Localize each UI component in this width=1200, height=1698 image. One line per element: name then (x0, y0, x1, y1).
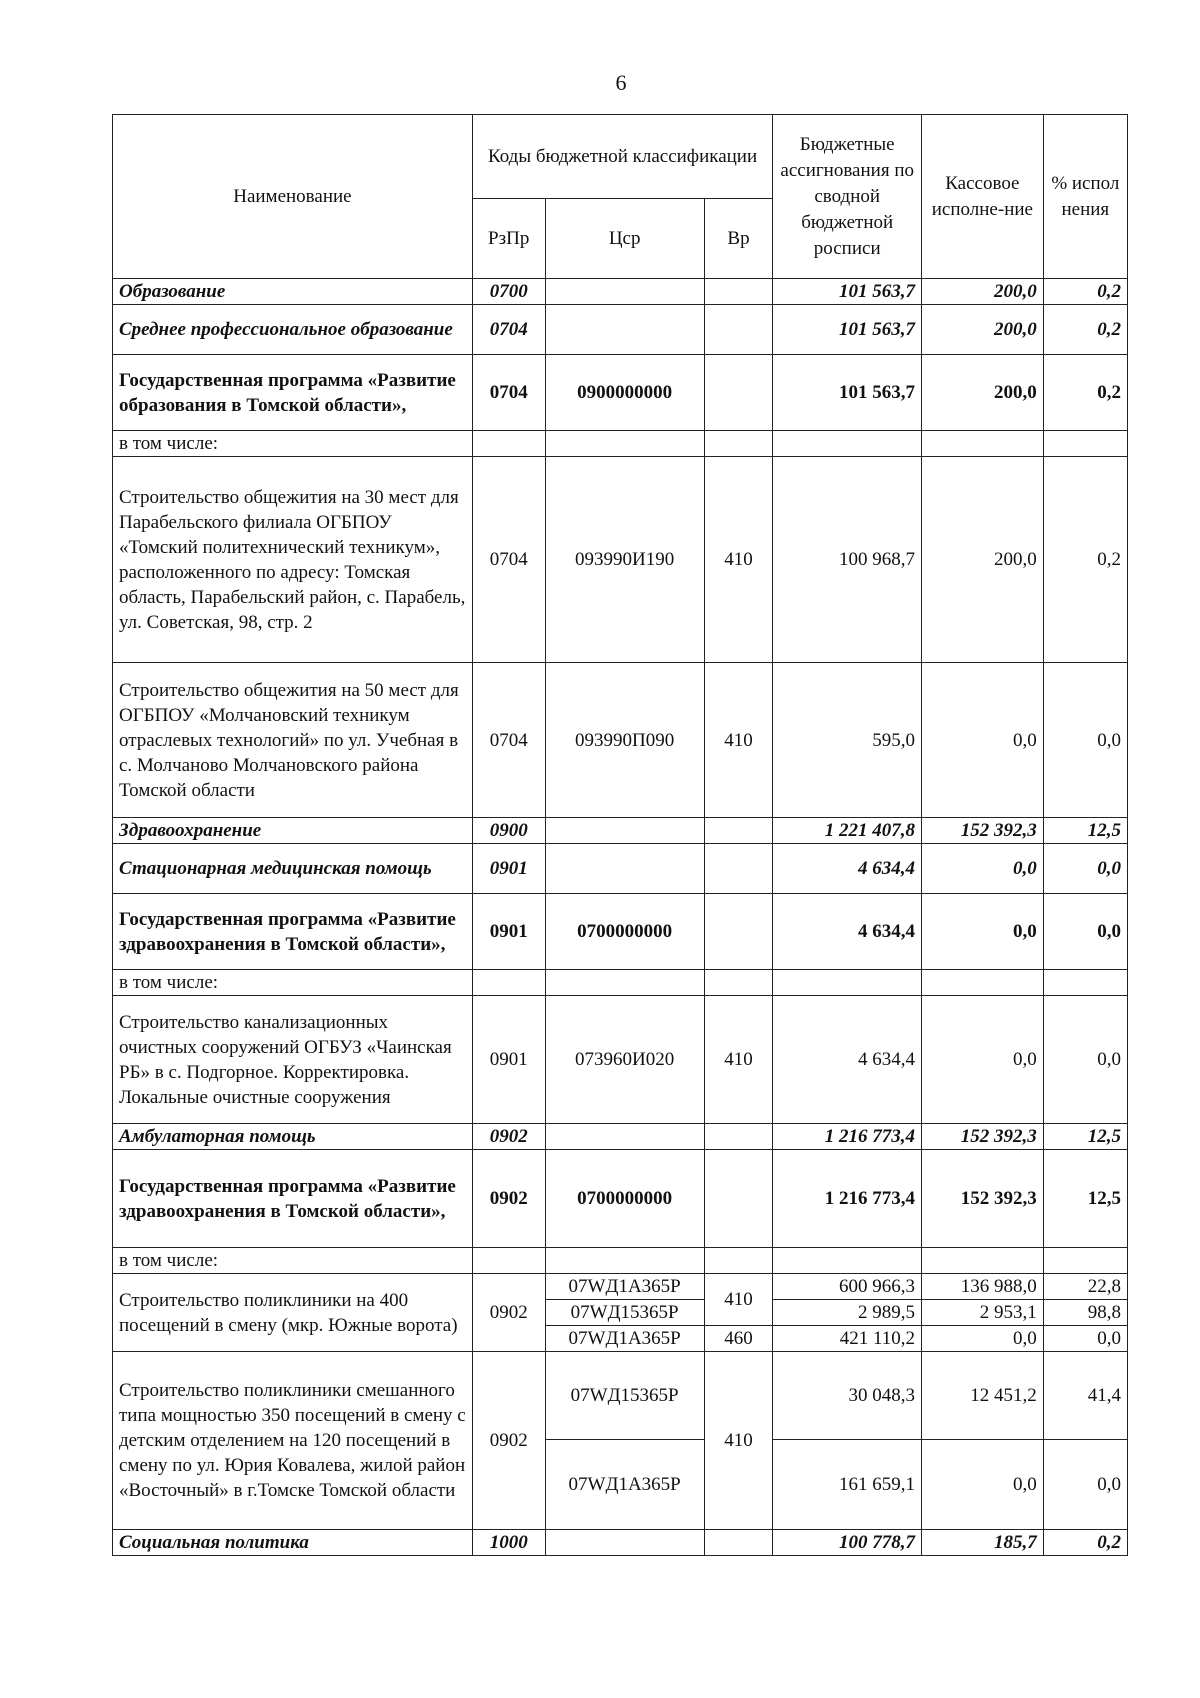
header-name: Наименование (113, 115, 473, 279)
row-csr (545, 305, 704, 355)
row-cash: 200,0 (922, 279, 1044, 305)
row-vr (704, 355, 773, 431)
row-pct: 12,5 (1043, 1124, 1127, 1150)
row-assign: 101 563,7 (773, 355, 922, 431)
row-assign: 101 563,7 (773, 305, 922, 355)
row-rzpr: 0901 (472, 996, 545, 1124)
row-pct: 0,2 (1043, 305, 1127, 355)
row-rzpr: 0901 (472, 844, 545, 894)
table-row (113, 279, 1128, 305)
row-name: Строительство поликлиники смешанного типа мощностью 350 посещений в смену с детским отделением на 120 посещений в смену по ул. Юрия Ковалева, жилой район «Восточный» в г.Томске Томской области (113, 1352, 473, 1530)
row-name: Среднее профессиональное образование (113, 305, 473, 355)
row-csr (545, 279, 704, 305)
row-rzpr: 0704 (472, 663, 545, 818)
table-row (113, 818, 1128, 844)
row-name: Строительство канализационных очистных сооружений ОГБУЗ «Чаинская РБ» в с. Подгорное. Корректировка. Локальные очистные сооружения (113, 996, 473, 1124)
row-assign: 161 659,1 (773, 1440, 922, 1530)
header-rzpr: РзПр (472, 199, 545, 279)
row-pct: 0,2 (1043, 279, 1127, 305)
row-cash: 0,0 (922, 1440, 1044, 1530)
row-rzpr: 0700 (472, 279, 545, 305)
row-csr (545, 1530, 704, 1556)
row-vr (704, 1150, 773, 1248)
row-csr: 07WД15365P (545, 1352, 704, 1440)
row-vr (704, 1530, 773, 1556)
row-assign: 600 966,3 (773, 1274, 922, 1300)
row-rzpr: 0902 (472, 1150, 545, 1248)
row-csr (545, 1124, 704, 1150)
row-name: Социальная политика (113, 1530, 473, 1556)
row-cash: 152 392,3 (922, 1150, 1044, 1248)
table-row (113, 305, 1128, 355)
row-vr: 410 (704, 996, 773, 1124)
row-name: в том числе: (113, 431, 473, 457)
header-assign: Бюджетные ассигнования по сводной бюджетной росписи (773, 115, 922, 279)
row-name: Здравоохранение (113, 818, 473, 844)
row-vr: 460 (704, 1326, 773, 1352)
row-name: в том числе: (113, 970, 473, 996)
row-vr (704, 305, 773, 355)
table-row (113, 970, 1128, 996)
row-rzpr: 0704 (472, 305, 545, 355)
row-assign: 1 216 773,4 (773, 1124, 922, 1150)
row-cash: 200,0 (922, 355, 1044, 431)
row-csr: 07WД1А365P (545, 1326, 704, 1352)
table-row (113, 457, 1128, 663)
row-csr: 07WД1А365P (545, 1274, 704, 1300)
table-row (113, 996, 1128, 1124)
row-name: в том числе: (113, 1248, 473, 1274)
row-pct: 0,2 (1043, 457, 1127, 663)
header-codes-group: Коды бюджетной классификации (472, 115, 773, 199)
row-rzpr: 1000 (472, 1530, 545, 1556)
table-row (113, 1274, 1128, 1300)
row-vr: 410 (704, 1274, 773, 1326)
row-cash: 0,0 (922, 996, 1044, 1124)
row-vr: 410 (704, 663, 773, 818)
row-cash: 0,0 (922, 844, 1044, 894)
row-assign: 2 989,5 (773, 1300, 922, 1326)
row-assign: 101 563,7 (773, 279, 922, 305)
row-csr (545, 818, 704, 844)
row-name: Амбулаторная помощь (113, 1124, 473, 1150)
table-row (113, 894, 1128, 970)
row-pct: 41,4 (1043, 1352, 1127, 1440)
row-rzpr: 0902 (472, 1274, 545, 1352)
row-cash: 152 392,3 (922, 818, 1044, 844)
row-name: Образование (113, 279, 473, 305)
row-csr: 0900000000 (545, 355, 704, 431)
row-cash: 136 988,0 (922, 1274, 1044, 1300)
row-pct: 0,2 (1043, 1530, 1127, 1556)
row-pct: 0,0 (1043, 996, 1127, 1124)
row-vr: 410 (704, 457, 773, 663)
row-name: Строительство поликлиники на 400 посещений в смену (мкр. Южные ворота) (113, 1274, 473, 1352)
row-csr: 0700000000 (545, 1150, 704, 1248)
header-pct: % испол нения (1043, 115, 1127, 279)
row-pct: 0,0 (1043, 1326, 1127, 1352)
row-assign: 1 221 407,8 (773, 818, 922, 844)
row-rzpr: 0704 (472, 457, 545, 663)
row-pct: 0,0 (1043, 1440, 1127, 1530)
row-cash: 200,0 (922, 457, 1044, 663)
row-assign: 4 634,4 (773, 894, 922, 970)
row-csr: 093990П090 (545, 663, 704, 818)
row-rzpr: 0902 (472, 1352, 545, 1530)
row-csr: 07WД15365P (545, 1300, 704, 1326)
row-pct: 22,8 (1043, 1274, 1127, 1300)
table-row (113, 1530, 1128, 1556)
row-assign: 595,0 (773, 663, 922, 818)
row-name: Стационарная медицинская помощь (113, 844, 473, 894)
row-pct: 98,8 (1043, 1300, 1127, 1326)
table-row (113, 663, 1128, 818)
row-cash: 0,0 (922, 1326, 1044, 1352)
budget-table (112, 114, 1128, 1556)
row-pct: 0,0 (1043, 663, 1127, 818)
row-cash: 0,0 (922, 663, 1044, 818)
row-cash: 185,7 (922, 1530, 1044, 1556)
row-vr (704, 818, 773, 844)
row-pct: 12,5 (1043, 1150, 1127, 1248)
row-cash: 12 451,2 (922, 1352, 1044, 1440)
row-pct: 0,0 (1043, 894, 1127, 970)
row-rzpr: 0900 (472, 818, 545, 844)
header-csr: Цср (545, 199, 704, 279)
table-row (113, 1248, 1128, 1274)
row-vr: 410 (704, 1352, 773, 1530)
row-csr: 093990И190 (545, 457, 704, 663)
row-csr: 073960И020 (545, 996, 704, 1124)
row-assign: 100 968,7 (773, 457, 922, 663)
row-name: Строительство общежития на 50 мест для ОГБПОУ «Молчановский техникум отраслевых технологий» по ул. Учебная в с. Молчаново Молчановского района Томской области (113, 663, 473, 818)
row-name: Государственная программа «Развитие здравоохранения в Томской области», (113, 894, 473, 970)
row-assign: 30 048,3 (773, 1352, 922, 1440)
page-number: 6 (615, 70, 627, 95)
table-row (113, 1352, 1128, 1440)
row-name: Строительство общежития на 30 мест для Парабельского филиала ОГБПОУ «Томский политехнический техникум», расположенного по адресу: Томская область, Парабельский район, с. Парабель, ул. Советская, 98, стр. 2 (113, 457, 473, 663)
row-assign: 1 216 773,4 (773, 1150, 922, 1248)
row-vr (704, 279, 773, 305)
row-name: Государственная программа «Развитие образования в Томской области», (113, 355, 473, 431)
row-csr: 0700000000 (545, 894, 704, 970)
row-csr (545, 844, 704, 894)
table-row (113, 844, 1128, 894)
row-rzpr: 0901 (472, 894, 545, 970)
row-assign: 4 634,4 (773, 996, 922, 1124)
row-cash: 2 953,1 (922, 1300, 1044, 1326)
row-cash: 152 392,3 (922, 1124, 1044, 1150)
table-row (113, 355, 1128, 431)
header-vr: Вр (704, 199, 773, 279)
row-csr: 07WД1А365P (545, 1440, 704, 1530)
table-row (113, 1124, 1128, 1150)
row-assign: 100 778,7 (773, 1530, 922, 1556)
row-vr (704, 1124, 773, 1150)
table-row (113, 1150, 1128, 1248)
header-cash: Кассовое исполне-ние (922, 115, 1044, 279)
table-row (113, 431, 1128, 457)
row-pct: 12,5 (1043, 818, 1127, 844)
row-cash: 200,0 (922, 305, 1044, 355)
row-rzpr: 0704 (472, 355, 545, 431)
row-vr (704, 894, 773, 970)
row-rzpr: 0902 (472, 1124, 545, 1150)
row-pct: 0,0 (1043, 844, 1127, 894)
row-assign: 421 110,2 (773, 1326, 922, 1352)
row-assign: 4 634,4 (773, 844, 922, 894)
row-pct: 0,2 (1043, 355, 1127, 431)
row-name: Государственная программа «Развитие здравоохранения в Томской области», (113, 1150, 473, 1248)
row-cash: 0,0 (922, 894, 1044, 970)
row-vr (704, 844, 773, 894)
